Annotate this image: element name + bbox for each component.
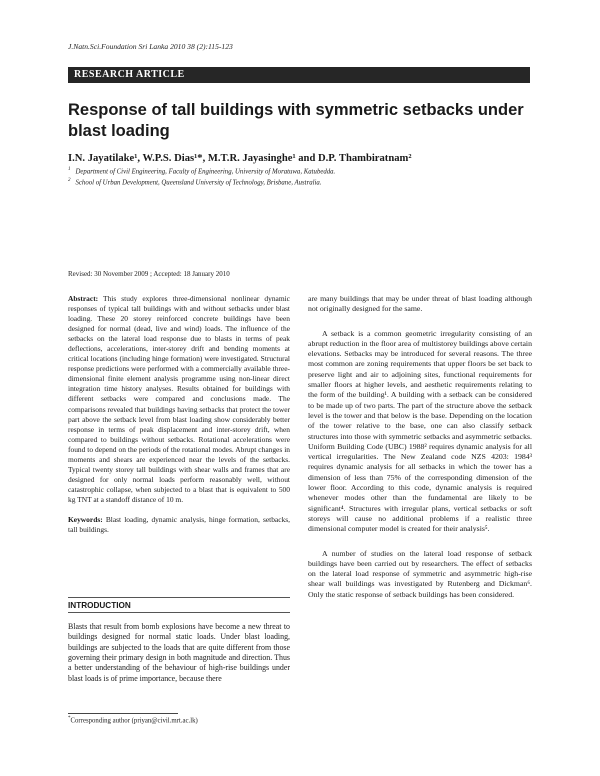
- journal-reference: J.Natn.Sci.Foundation Sri Lanka 2010 38 (2):115-123: [68, 42, 233, 51]
- affiliation-mark: 1: [68, 167, 71, 172]
- footnote-rule: [68, 713, 178, 714]
- abstract-text: This study explores three-dimensional nonlinear dynamic responses of typical tall buildings with and without setbacks under blast loading. These 20 storey reinforced concrete buildings have been designed for normal (dead, live and wind) loads. The influence of the setbacks on the lateral load response due to blasts in terms of peak deflections, accelerations, inter-storey drift and bending moments at critical locations (including hinge formation) were investigated. Structural response predictions were performed with a commercially available three-dimensional finite element analysis programme using non-linear direct integration time history analyses. Results obtained for buildings with different setbacks were compared and conclusions made. The comparisons revealed that buildings having setbacks that protect the tower part above the setback level from blast loading show considerably better response in terms of peak displacement and inter-storey drift, when compared to buildings without setbacks. Rotational accelerations were found to depend on the periods of the rotational modes. Abrupt changes in moments and shears are experienced near the levels of the setbacks. Typical twenty storey tall buildings with shear walls and frames that are designed for only normal loads perform reasonably well, without catastrophic collapse, when subjected to a blast that is equivalent to 500 kg TNT at a standoff distance of 10 m.: [68, 294, 290, 504]
- abstract-label: Abstract:: [68, 294, 99, 303]
- body-paragraph-2: A setback is a common geometric irregularity consisting of an abrupt reduction in the floor area of multistorey buildings above certain elevations. Setbacks may be introduced for several reasons. The three most common are zoning requirements that upper floors be set back to preserve light and air to adjoining sites, functional requirements for smaller floors at higher levels, and aesthetic requirements relating to the form of the building¹. A building with a setback can be considered to be made up of two parts. The part of the structure above the setback level is the tower and that below is the base. Depending on the location of the tower relative to the base, one can also classify setback structures into those with symmetric setbacks and asymmetric setbacks. Uniform Building Code (UBC) 1988² requires dynamic analysis for all vertical irregularities. The New Zealand code NZS 4203: 1984³ requires dynamic analysis for all setbacks in which the tower has a dimension of less than 75% of the corresponding dimension of the lower floor. According to this code, dynamic analysis is required whenever modes other than the fundamental are likely to be significant⁴. Structures with irregular plans, vertical setbacks or soft storeys will cause no additional problems if a realistic three dimensional computer model is created for their analysis⁵.: [308, 328, 532, 534]
- introduction-paragraph: Blasts that result from bomb explosions have become a new threat to buildings designed for normal static loads. Under blast loading, buildings are subjected to the loads that are quite different from those governing their primary design in both magnitude and direction. Thus a better understanding of the behaviour of high-rise buildings under blast loads is of prime importance, because there: [68, 622, 290, 683]
- received-dates: Revised: 30 November 2009 ; Accepted: 18 January 2010: [68, 270, 230, 278]
- affiliation-1: [68, 167, 538, 175]
- footnote-text: Corresponding author (priyan@civil.mrt.ac.lk): [70, 717, 198, 725]
- affiliation-text: School of Urban Development, Queensland University of Technology, Brisbane, Australia.: [75, 179, 322, 187]
- introduction-heading: INTRODUCTION: [68, 597, 290, 613]
- affiliation-mark: 2: [68, 178, 71, 183]
- keywords-label: Keywords:: [68, 514, 103, 524]
- keywords-text: Blast loading, dynamic analysis, hinge formation, setbacks, tall buildings.: [68, 514, 291, 535]
- author-list: I.N. Jayatilake¹, W.P.S. Dias¹*, M.T.R. Jayasinghe¹ and D.P. Thambiratnam²: [68, 153, 412, 164]
- article-type-banner: RESEARCH ARTICLE: [68, 67, 530, 83]
- abstract-paragraph: [68, 294, 290, 505]
- body-paragraph-3: A number of studies on the lateral load response of setback buildings have been carried out by researchers. The effect of setbacks on the lateral load response of symmetric and asymmetric high-rise shear wall buildings was investigated by Rutenberg and Dickman⁶. Only the static response of setback buildings has been considered.: [308, 548, 532, 599]
- affiliation-text: Department of Civil Engineering, Faculty of Engineering, University of Moratuwa, Katubedda.: [75, 168, 336, 176]
- paper-title: Response of tall buildings with symmetric setbacks under blast loading: [68, 101, 524, 140]
- abstract-column: [68, 294, 290, 535]
- affiliation-2: [68, 178, 538, 186]
- footnote-mark: *: [68, 716, 71, 721]
- right-column: [308, 294, 532, 600]
- keywords-paragraph: [68, 515, 290, 535]
- corresponding-author-footnote: [68, 716, 198, 724]
- body-paragraph-1: are many buildings that may be under threat of blast loading although not originally designed for the same.: [308, 294, 532, 314]
- introduction-body: [68, 622, 290, 684]
